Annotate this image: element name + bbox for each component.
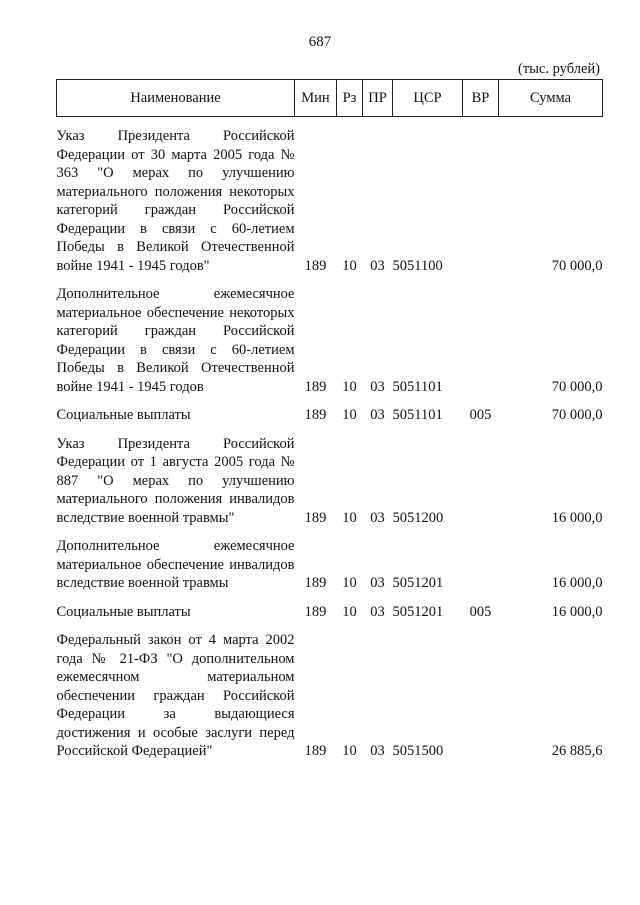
row-min: 189 (304, 257, 327, 274)
row-vr (463, 127, 499, 275)
table-row (57, 127, 603, 275)
row-csr: 5051201 (392, 603, 444, 620)
header-csr: ЦСР (393, 80, 463, 117)
row-name: Дополнительное ежемесячное материальное обеспечение некоторых категорий граждан Российской Федерации в связи с 60-летием Победы в Великой Отечественной войне 1941 - 1945 годов (56, 286, 295, 395)
table-row (57, 537, 603, 593)
row-rz: 10 (342, 509, 357, 526)
row-sum: 16 000,0 (551, 509, 603, 526)
row-sum: 70 000,0 (551, 407, 603, 423)
row-pr: 03 (370, 743, 385, 759)
row-pr: 03 (370, 407, 385, 423)
header-pr: ПР (363, 80, 393, 117)
row-rz: 10 (342, 257, 357, 274)
row-min: 189 (304, 575, 327, 591)
row-vr (463, 631, 499, 761)
row-csr: 5051100 (392, 257, 443, 274)
row-rz: 10 (342, 743, 357, 759)
row-sum: 70 000,0 (551, 378, 603, 395)
row-csr: 5051500 (392, 743, 444, 759)
row-min: 189 (304, 378, 327, 395)
row-rz: 10 (342, 378, 357, 395)
row-csr: 5051201 (392, 575, 444, 591)
row-name: Указ Президента Российской Федерации от 30 марта 2005 года № 363 "О мерах по улучшению материального положения некоторых категорий граждан Российской Федерации в связи с 60-летием Победы в Великой Отечественной войне 1941 - 1945 годов" (56, 128, 295, 274)
row-sum: 70 000,0 (551, 257, 603, 274)
page-number: 687 (308, 34, 332, 50)
row-min: 189 (304, 603, 327, 620)
row-sum: 16 000,0 (551, 575, 603, 591)
row-name: Социальные выплаты (56, 407, 191, 423)
row-csr: 5051101 (392, 378, 443, 395)
header-rz: Рз (337, 80, 363, 117)
budget-table (56, 79, 603, 761)
row-rz: 10 (342, 575, 357, 591)
row-pr: 03 (370, 603, 385, 620)
header-min: Мин (295, 80, 337, 117)
row-min: 189 (304, 407, 327, 423)
row-pr: 03 (370, 509, 385, 526)
row-vr (463, 285, 499, 396)
row-name: Дополнительное ежемесячное материальное обеспечение инвалидов вследствие военной травмы (56, 538, 295, 591)
row-min: 189 (304, 743, 327, 759)
header-name: Наименование (57, 80, 295, 117)
row-min: 189 (304, 509, 327, 526)
row-csr: 5051101 (392, 407, 443, 423)
table-row (57, 406, 603, 425)
row-sum: 26 885,6 (551, 743, 603, 759)
table-row (57, 435, 603, 528)
row-csr: 5051200 (392, 509, 444, 526)
row-rz: 10 (342, 407, 357, 423)
table-row (57, 631, 603, 761)
table-row (57, 603, 603, 622)
row-vr (463, 435, 499, 528)
row-pr: 03 (370, 378, 385, 395)
row-sum: 16 000,0 (551, 603, 603, 620)
row-vr: 005 (469, 407, 492, 423)
units-label: (тыс. рублей) (518, 61, 600, 77)
row-name: Указ Президента Российской Федерации от 1 августа 2005 года № 887 "О мерах по улучшению материального положения инвалидов вследствие военной травмы" (56, 435, 295, 526)
row-name: Социальные выплаты (56, 603, 191, 620)
table-row (57, 285, 603, 396)
row-vr: 005 (469, 603, 492, 620)
row-vr (463, 537, 499, 593)
table-header-row (57, 80, 603, 117)
row-rz: 10 (342, 603, 357, 620)
header-sum: Сумма (499, 80, 603, 117)
header-vr: ВР (463, 80, 499, 117)
row-pr: 03 (370, 257, 385, 274)
row-pr: 03 (370, 575, 385, 591)
row-name: Федеральный закон от 4 марта 2002 года № 21-ФЗ "О дополнительном ежемесячном материальном обеспечении граждан Российской Федерации за выдающиеся достижения и особые заслуги перед Российской Федерацией" (56, 632, 295, 759)
